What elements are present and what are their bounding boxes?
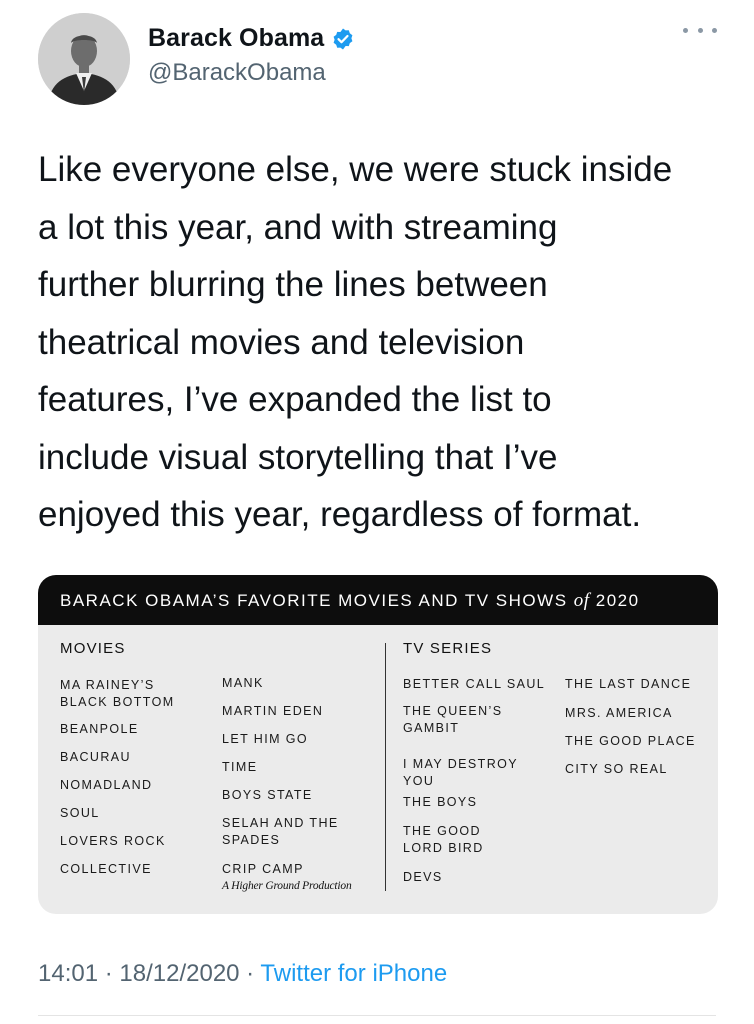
author-name-row — [148, 24, 355, 53]
movie-title: NOMADLAND — [60, 778, 153, 792]
avatar-photo-icon — [38, 13, 130, 105]
tweet-meta — [38, 960, 447, 988]
movie-title: CRIP CAMP — [222, 862, 304, 876]
tweet-text — [38, 141, 728, 544]
tv-series-title: BETTER CALL SAUL — [403, 677, 546, 691]
movie-title: SELAH AND THE — [222, 816, 339, 830]
tv-series-heading: TV SERIES — [403, 640, 493, 657]
card-title-year: 2020 — [589, 591, 640, 610]
tv-series-title: GAMBIT — [403, 721, 460, 735]
movie-title: BLACK BOTTOM — [60, 695, 175, 709]
movie-title: SOUL — [60, 806, 100, 820]
tv-series-title: THE QUEEN’S — [403, 704, 503, 718]
tweet-time[interactable]: 14:01 — [38, 960, 99, 987]
movie-title: LOVERS ROCK — [60, 834, 166, 848]
movie-title: COLLECTIVE — [60, 862, 152, 876]
tweet-text-line: theatrical movies and television — [38, 322, 525, 362]
tv-series-title: YOU — [403, 774, 435, 788]
movie-title: TIME — [222, 760, 258, 774]
tv-series-title: CITY SO REAL — [565, 762, 668, 776]
tweet-text-line: Like everyone else, we were stuck inside — [38, 150, 673, 189]
movie-title: LET HIM GO — [222, 732, 309, 746]
movie-title: BEANPOLE — [60, 722, 139, 736]
tv-series-title: MRS. AMERICA — [565, 706, 673, 720]
author-handle[interactable]: @BarackObama — [148, 59, 326, 86]
more-dot — [712, 28, 717, 33]
tv-series-title: THE BOYS — [403, 795, 478, 809]
production-credit: A Higher Ground Production — [222, 880, 352, 892]
movies-heading: MOVIES — [60, 640, 126, 657]
tweet-text-line: further blurring the lines between — [38, 265, 548, 304]
card-header — [38, 575, 718, 625]
divider — [38, 1015, 716, 1016]
attached-image-card[interactable] — [38, 575, 718, 914]
card-title — [60, 590, 640, 612]
movie-title: MARTIN EDEN — [222, 704, 324, 718]
meta-separator: · — [239, 960, 261, 987]
tv-series-title: THE GOOD PLACE — [565, 734, 696, 748]
movie-title: BACURAU — [60, 750, 131, 764]
tv-series-title: THE GOOD — [403, 824, 481, 838]
more-dot — [698, 28, 703, 33]
tv-series-title: DEVS — [403, 870, 443, 884]
author-name[interactable]: Barack Obama — [148, 24, 325, 52]
tv-series-title: I MAY DESTROY — [403, 757, 518, 771]
tv-series-title: THE LAST DANCE — [565, 677, 692, 691]
tweet-source-link[interactable]: Twitter for iPhone — [260, 960, 448, 987]
tweet-date[interactable]: 18/12/2020 — [119, 960, 240, 987]
tweet-text-line: enjoyed this year, regardless of format. — [38, 495, 642, 534]
movie-title: MA RAINEY’S — [60, 678, 155, 692]
tweet-text-line: a lot this year, and with streaming — [38, 207, 558, 247]
tv-series-title: LORD BIRD — [403, 841, 484, 855]
meta-separator: · — [98, 960, 120, 987]
avatar[interactable] — [38, 13, 130, 105]
card-title-of: of — [573, 590, 590, 611]
card-title-main: BARACK OBAMA’S FAVORITE MOVIES AND TV SHOWS — [60, 591, 574, 610]
verified-badge-icon — [331, 27, 355, 51]
movie-title: BOYS STATE — [222, 788, 313, 802]
movie-title: MANK — [222, 676, 264, 690]
tweet-text-line: features, I’ve expanded the list to — [38, 380, 552, 419]
column-divider — [385, 643, 386, 891]
more-options-icon[interactable] — [683, 20, 717, 40]
more-dot — [683, 28, 688, 33]
movie-title: SPADES — [222, 833, 281, 847]
tweet-text-line: include visual storytelling that I’ve — [38, 437, 558, 477]
